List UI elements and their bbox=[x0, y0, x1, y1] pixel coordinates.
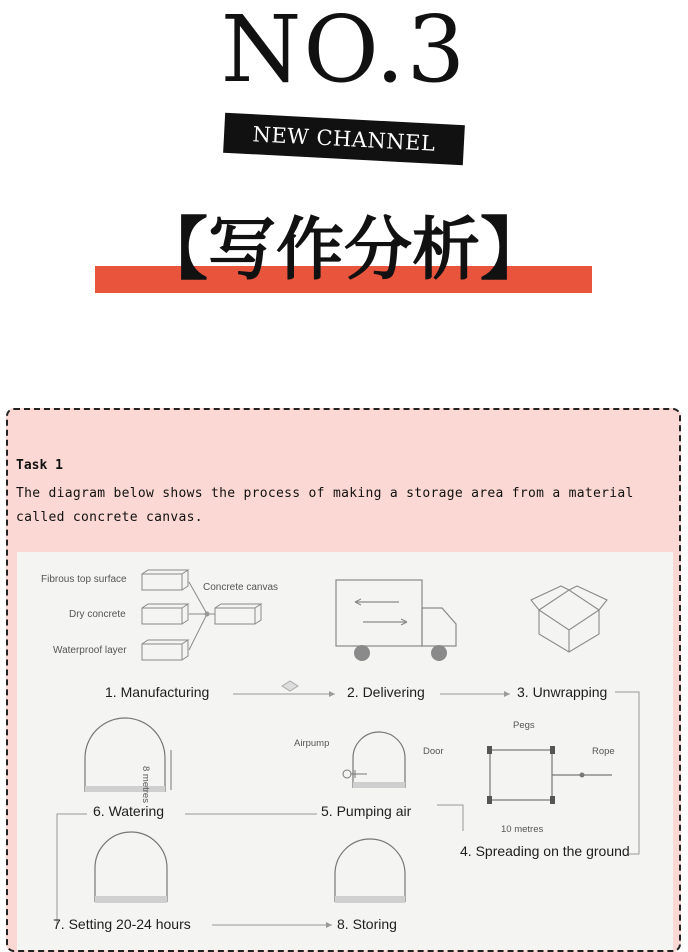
layer-box-middle bbox=[142, 604, 188, 624]
arrowhead-2 bbox=[329, 691, 335, 697]
step-4-label: 4. Spreading on the ground bbox=[460, 843, 630, 859]
process-diagram bbox=[17, 552, 673, 952]
airpump-label: Airpump bbox=[294, 738, 330, 749]
material-label: Concrete canvas bbox=[203, 582, 279, 593]
width-label: 10 metres bbox=[501, 824, 544, 835]
concrete-canvas-box bbox=[215, 604, 261, 624]
arrowhead-3 bbox=[504, 691, 510, 697]
airpump-icon bbox=[343, 770, 367, 778]
task-card bbox=[6, 408, 681, 952]
step-1-label: 1. Manufacturing bbox=[105, 684, 210, 700]
step-7-label: 7. Setting 20-24 hours bbox=[53, 916, 191, 932]
door-label: Door bbox=[423, 746, 444, 757]
shelter-pumping-base bbox=[353, 782, 405, 788]
step-6-label: 6. Watering bbox=[93, 803, 165, 819]
layer-label-bottom: Waterproof layer bbox=[53, 645, 127, 656]
connector-node bbox=[205, 612, 210, 617]
peg-markers bbox=[487, 746, 555, 804]
arrow-3-4 bbox=[615, 692, 639, 854]
step-8-label: 8. Storing bbox=[337, 916, 397, 932]
step-3-label: 3. Unwrapping bbox=[517, 684, 608, 700]
shelter-setting-base bbox=[95, 896, 167, 903]
shelter-setting bbox=[95, 832, 167, 902]
truck-wheel-front bbox=[431, 645, 447, 661]
layer-box-bottom bbox=[142, 640, 188, 660]
rope-anchor bbox=[580, 773, 585, 778]
issue-number: NO.3 bbox=[220, 0, 468, 103]
height-label: 8 metres bbox=[140, 766, 151, 803]
pegs-label: Pegs bbox=[513, 720, 535, 731]
canvas-pack-icon bbox=[282, 681, 298, 691]
truck-wheel-rear bbox=[354, 645, 370, 661]
arrowhead-8 bbox=[326, 922, 332, 928]
channel-label: NEW CHANNEL bbox=[251, 122, 437, 156]
step-2-label: 2. Delivering bbox=[347, 684, 425, 700]
shelter-watering bbox=[85, 718, 165, 792]
arrow-4-5 bbox=[437, 805, 463, 831]
arrow-6-7 bbox=[57, 814, 87, 924]
shelter-watering-base bbox=[85, 786, 165, 792]
header bbox=[0, 0, 688, 330]
truck-icon bbox=[336, 580, 456, 646]
task-description: The diagram below shows the process of making a storage area from a material called concrete canvas. bbox=[16, 486, 634, 525]
layer-label-top: Fibrous top surface bbox=[41, 574, 127, 585]
step-5-label: 5. Pumping air bbox=[321, 803, 412, 819]
section-title: 【写作分析】 bbox=[139, 210, 548, 290]
open-box-icon bbox=[531, 586, 607, 652]
layer-box-top bbox=[142, 570, 188, 590]
layer-label-middle: Dry concrete bbox=[69, 609, 126, 620]
rope-label: Rope bbox=[592, 746, 615, 757]
shelter-storing-base bbox=[335, 896, 405, 903]
shelter-pumping bbox=[353, 732, 405, 788]
shelter-storing bbox=[335, 839, 405, 902]
spreading-frame bbox=[490, 750, 612, 800]
task-title: Task 1 bbox=[16, 458, 63, 473]
